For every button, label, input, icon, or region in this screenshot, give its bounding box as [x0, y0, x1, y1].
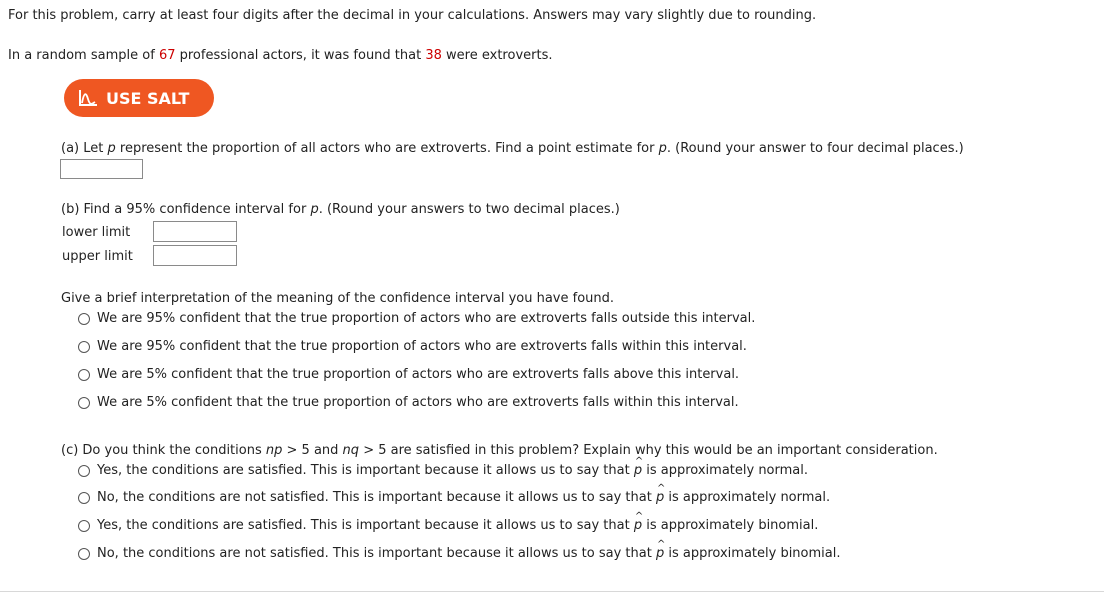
p-hat: ^ p: [656, 546, 664, 561]
option-text: is approximately normal.: [668, 490, 831, 505]
instructions-text: For this problem, carry at least four digits after the decimal in your calculations. Answers may vary slightly due to rounding.: [8, 8, 817, 23]
sample-size: 67: [158, 48, 176, 63]
part-c-pre: (c) Do you think the conditions: [61, 443, 262, 458]
conditions-radio-3[interactable]: [78, 520, 90, 532]
interpretation-option-2: We are 95% confident that the true proportion of actors who are extroverts falls within this interval.: [97, 339, 747, 354]
option-text: is approximately binomial.: [646, 518, 819, 533]
interpretation-radio-4[interactable]: [78, 397, 90, 409]
option-text: No, the conditions are not satisfied. This is important because it allows us to say that: [97, 490, 652, 505]
var-np: np: [265, 443, 283, 458]
conditions-option-3: [97, 518, 818, 533]
conditions-option-1: [97, 463, 808, 478]
var-nq: nq: [342, 443, 360, 458]
conditions-radio-2[interactable]: [78, 492, 90, 504]
part-b-post: . (Round your answers to two decimal places.): [318, 202, 620, 217]
part-c-gt2: > 5 are satisfied in this problem? Explain why this would be an important consideration.: [363, 443, 938, 458]
option-text: Yes, the conditions are satisfied. This is important because it allows us to say that: [97, 463, 630, 478]
use-salt-button[interactable]: [64, 79, 214, 117]
part-c-question: [61, 443, 938, 458]
sample-suffix: were extroverts.: [446, 48, 553, 63]
bottom-divider: [0, 591, 1104, 592]
part-a-pre: (a) Let: [61, 141, 104, 156]
sample-prefix: In a random sample of: [8, 48, 155, 63]
part-a-mid: represent the proportion of all actors who are extroverts. Find a point estimate for: [119, 141, 655, 156]
conditions-option-2: [97, 490, 830, 505]
interpretation-option-4: We are 5% confident that the true proportion of actors who are extroverts falls within this interval.: [97, 395, 739, 410]
conditions-radio-4[interactable]: [78, 548, 90, 560]
upper-limit-label: upper limit: [62, 249, 133, 264]
p-hat: ^ p: [634, 463, 642, 478]
var-p: p: [107, 141, 116, 156]
var-p: p: [658, 141, 667, 156]
option-text: Yes, the conditions are satisfied. This is important because it allows us to say that: [97, 518, 630, 533]
interpretation-option-3: We are 5% confident that the true proportion of actors who are extroverts falls above this interval.: [97, 367, 740, 382]
salt-chart-icon: [78, 89, 98, 107]
conditions-radio-1[interactable]: [78, 465, 90, 477]
option-text: is approximately normal.: [646, 463, 809, 478]
interpretation-prompt: Give a brief interpretation of the meaning of the confidence interval you have found.: [61, 291, 615, 306]
option-text: No, the conditions are not satisfied. This is important because it allows us to say that: [97, 546, 652, 561]
conditions-option-4: [97, 546, 841, 561]
option-text: is approximately binomial.: [668, 546, 841, 561]
sample-middle: professional actors, it was found that: [179, 48, 422, 63]
upper-limit-input[interactable]: [153, 245, 237, 266]
point-estimate-input[interactable]: [60, 159, 143, 179]
success-count: 38: [425, 48, 442, 63]
p-hat: ^ p: [634, 518, 642, 533]
var-p: p: [310, 202, 319, 217]
interpretation-option-1: We are 95% confident that the true proportion of actors who are extroverts falls outside this interval.: [97, 311, 756, 326]
part-b-pre: (b) Find a 95% confidence interval for: [61, 202, 307, 217]
lower-limit-label: lower limit: [62, 225, 131, 240]
problem-statement: [8, 48, 552, 63]
part-a-question: [61, 141, 964, 156]
part-b-question: [61, 202, 620, 217]
interpretation-radio-2[interactable]: [78, 341, 90, 353]
p-hat: ^ p: [656, 490, 664, 505]
lower-limit-input[interactable]: [153, 221, 237, 242]
part-a-post: . (Round your answer to four decimal places.): [666, 141, 964, 156]
interpretation-radio-1[interactable]: [78, 313, 90, 325]
interpretation-radio-3[interactable]: [78, 369, 90, 381]
part-c-gt1: > 5 and: [286, 443, 339, 458]
use-salt-label: USE SALT: [106, 88, 190, 108]
